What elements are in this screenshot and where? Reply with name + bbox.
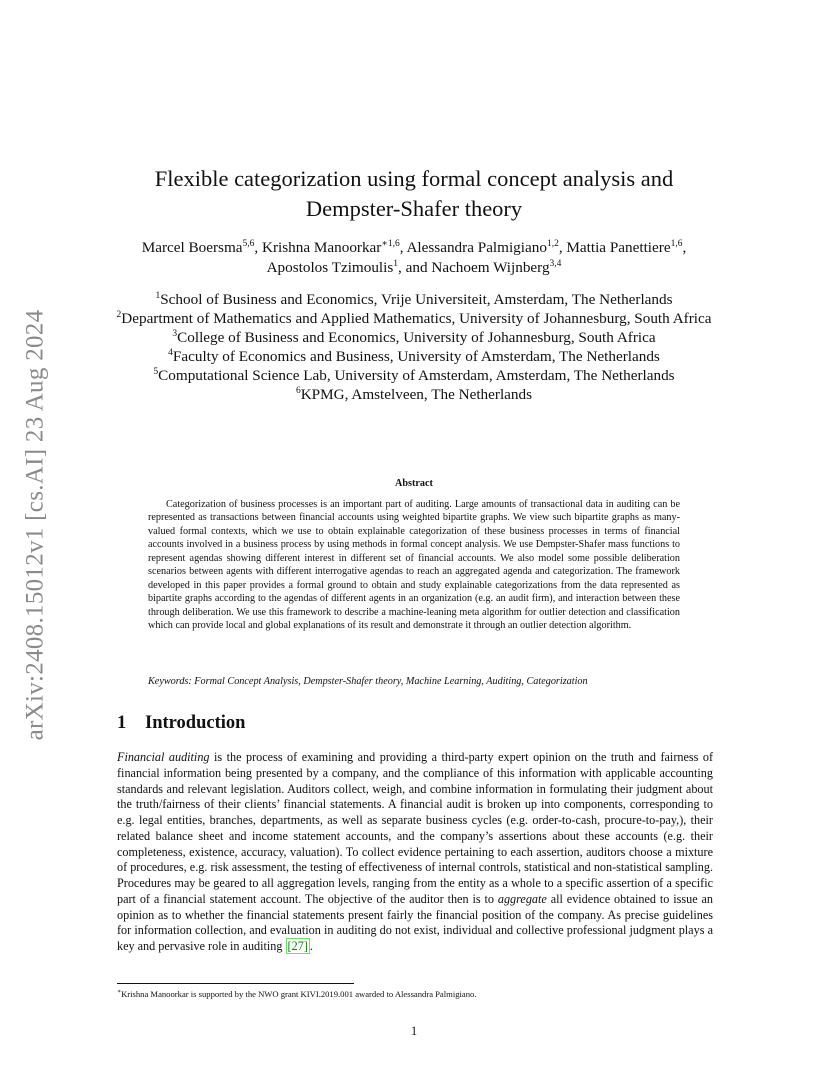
- section-number: 1: [117, 713, 127, 733]
- author: Nachoem Wijnberg$^{3,4}$: [431, 258, 562, 276]
- abstract-heading: Abstract: [395, 478, 433, 489]
- arxiv-watermark: [20, 290, 50, 760]
- paper-title: [117, 164, 711, 224]
- author-list: Marcel Boersma$^{5,6}$, Krishna Manoorkar$^{∗1,6}$, Alessandra Palmigiano$^{1,2}$, Mattia Panettiere$^{1,6}$, Apostolos Tzimoulis$^1$, and Nachoem Wijnberg$^{3,4}$: [141, 238, 687, 276]
- footnote: [117, 987, 713, 1000]
- footnote-text: Krishna Manoorkar is supported by the NWO grant KIVI.2019.001 awarded to Alessandra Palmigiano.: [121, 988, 477, 999]
- affiliation: $^3$College of Business and Economics, University of Johannesburg, South Africa: [172, 328, 656, 346]
- citation-link[interactable]: [27]: [287, 939, 308, 953]
- affiliation: $^5$Computational Science Lab, University of Amsterdam, Amsterdam, The Netherlands: [153, 366, 675, 384]
- section-title: Introduction: [145, 713, 246, 733]
- affiliation-list: [100, 290, 728, 404]
- section-heading: [117, 713, 245, 734]
- affiliation: $^2$Department of Mathematics and Applied Mathematics, University of Johannesburg, South Africa: [116, 309, 712, 327]
- paper-title-line-1: Flexible categorization using formal concept analysis and: [154, 166, 674, 191]
- keywords: Keywords: Formal Concept Analysis, Dempster-Shafer theory, Machine Learning, Auditing, Categorization: [148, 676, 588, 687]
- paper-title-line-2: Dempster-Shafer theory: [305, 196, 523, 221]
- affiliation: $^1$School of Business and Economics, Vrije Universiteit, Amsterdam, The Netherlands: [155, 290, 673, 308]
- footnote-divider: [117, 983, 354, 984]
- author: Marcel Boersma$^{5,6}$: [141, 238, 255, 256]
- author: Krishna Manoorkar$^{∗1,6}$: [262, 238, 400, 256]
- intro-emphasis: aggregate: [497, 891, 547, 906]
- abstract-text: Categorization of business processes is an important part of auditing. Large amounts of transactional data in auditing can be represented as transactions between financial accounts using weighted bipartite graphs. We view such bipartite graphs as many-valued formal contexts, which we use to obtain explainable categorization of these business processes in terms of financial accounts involved in a business process by using methods in formal concept analysis. We use Dempster-Shafer mass functions to represent agendas showing different interest in different set of financial accounts. We also model some possible deliberation scenarios between agents with different interrogative agendas to reach an aggregated agenda and categorization. The framework developed in this paper provides a formal ground to obtain and study explainable categorizations from the data represented as bipartite graphs according to the agendas of different agents in an organization (e.g. an audit firm), and interaction between these through deliberation. We use this framework to describe a machine-leaning meta algorithm for outlier detection and classification which can provide local and global explanations of its result and demonstrate it through an outlier detection algorithm.: [148, 499, 680, 632]
- intro-paragraph: Financial auditing is the process of examining and providing a third-party expert opinion on the truth and fairness of financial information being presented by a company, and the compliance of this information with applicable accounting standards and relevant legislation. Auditors collect, weigh, and combine information in formulating their judgment about the truth/fairness of their clients’ financial statements. A financial audit is broken up into components, corresponding to e.g. legal entities, branches, departments, as well as separate business cycles (e.g. order-to-cash, procure-to-pay,), their related balance sheet and income statement accounts, and the company’s assertions about these accounts (e.g. their completeness, existence, accuracy, valuation). To collect evidence pertaining to each assertion, auditors choose a mixture of procedures, e.g. risk assessment, the testing of effectiveness of internal controls, statistical and non-statistical sampling. Procedures may be geared to all aggregation levels, ranging from the entity as a whole to a specific assertion of a specific part of a financial statement account. The objective of the auditor then is to aggregate all evidence obtained to issue an opinion as to whether the financial statements present fairly the financial position of the company. As precise guidelines for information collection, and evaluation in auditing do not exist, individual and collective professional judgment plays a key and pervasive role in auditing [27] .: [117, 750, 714, 953]
- affiliation: $^4$Faculty of Economics and Business, University of Amsterdam, The Netherlands: [168, 347, 660, 365]
- arxiv-watermark-text: arXiv:2408.15012v1 [cs.AI] 23 Aug 2024: [21, 309, 49, 741]
- affiliation: $^6$KPMG, Amstelveen, The Netherlands: [295, 385, 533, 403]
- author: Apostolos Tzimoulis$^1$: [266, 258, 399, 276]
- footnote-mark: ∗: [117, 989, 122, 995]
- intro-term: Financial auditing: [117, 750, 210, 764]
- author: Mattia Panettiere$^{1,6}$: [566, 238, 683, 256]
- page-number: 1: [410, 1024, 418, 1038]
- author: Alessandra Palmigiano$^{1,2}$: [406, 238, 559, 256]
